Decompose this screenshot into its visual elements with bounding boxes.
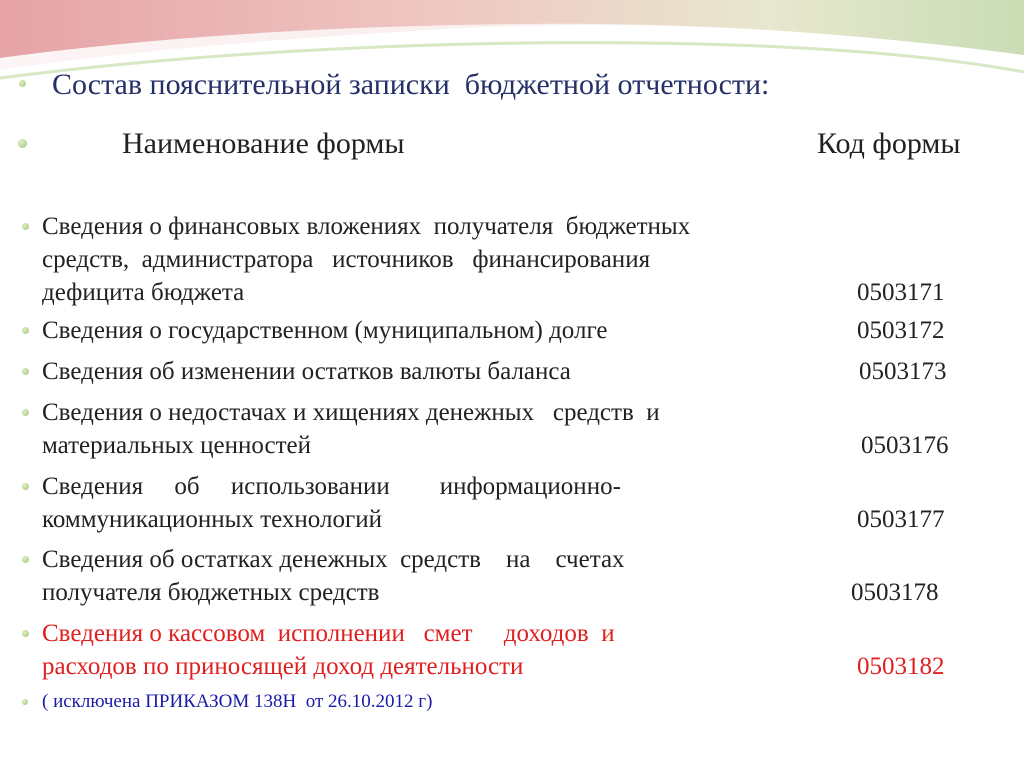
exclusion-note-date: от 26.10.2012 г) [296,691,433,712]
column-header-name: Наименование формы [122,127,405,160]
form-code: 0503171 [857,279,945,306]
list-item-line: Сведения об остатках денежных средств на счетах [42,546,625,573]
slide-title: Состав пояснительной записки бюджетной отчетности: [52,68,770,101]
bullet-icon [22,483,29,490]
exclusion-note [42,692,432,711]
form-code: 0503173 [859,358,947,385]
list-item-line: коммуникационных технологий [42,506,382,533]
form-code: 0503182 [857,653,945,680]
bullet-icon [22,556,29,563]
bullet-icon [22,327,29,334]
bullet-icon [22,630,29,637]
list-item-line: Сведения о финансовых вложениях получателя бюджетных [42,213,691,240]
list-item-line: Сведения о государственном (муниципальном) долге [42,317,608,344]
list-item-line: Сведения об изменении остатков валюты баланса [42,358,571,385]
bullet-icon [22,368,29,375]
bullet-icon [22,409,29,416]
list-item-line: дефицита бюджета [42,279,245,306]
list-item-line: Сведения о кассовом исполнении смет доходов и [42,620,615,647]
bullet-icon [22,699,28,705]
list-item-line: Сведения о недостачах и хищениях денежных средств и [42,399,660,426]
bullet-icon [19,80,26,87]
exclusion-note-order: ПРИКАЗОМ 138Н [145,691,297,712]
list-item-line: материальных ценностей [42,432,311,459]
list-item-line: средств, администратора источников финансирования [42,246,651,273]
column-header-code: Код формы [817,127,961,160]
form-code: 0503178 [851,579,939,606]
bullet-icon [22,223,29,230]
form-code: 0503172 [857,317,945,344]
exclusion-note-prefix: ( исключена [42,691,146,712]
list-item-line: расходов по приносящей доход деятельности [42,653,524,680]
form-code: 0503177 [857,506,945,533]
list-item-line: Сведения об использовании информационно- [42,473,621,500]
list-item-line: получателя бюджетных средств [42,579,380,606]
form-code: 0503176 [861,432,949,459]
bullet-icon [18,139,27,148]
